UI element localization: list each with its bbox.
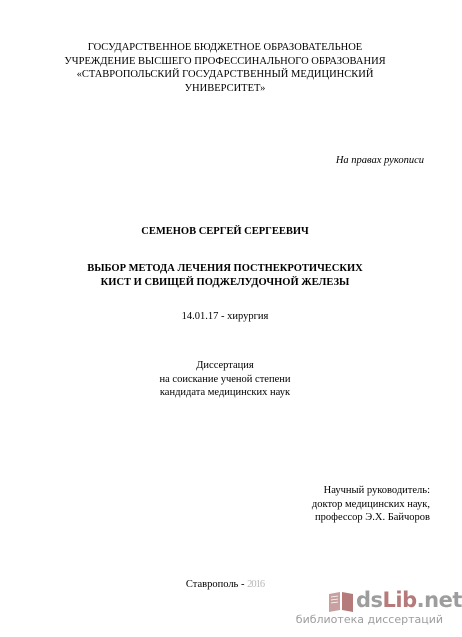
specialty-code: 14.01.17 - хирургия [181,311,269,322]
logo-prefix: ds [356,588,383,612]
year-obscured: 2016 [247,579,265,590]
supervisor-line: доктор медицинских наук, [311,498,430,510]
institution-line: УЧРЕЖДЕНИЕ ВЫСШЕГО ПРОФЕССИНАЛЬНОГО ОБРАЗОВАНИЯ [64,55,386,67]
book-icon [327,590,355,612]
title-line: ВЫБОР МЕТОДА ЛЕЧЕНИЯ ПОСТНЕКРОТИЧЕСКИХ [87,263,363,274]
supervisor-line: профессор Э.Х. Байчоров [315,512,430,523]
supervisor-block [270,484,430,525]
rights-note: На правах рукописи [335,155,424,166]
institution-header [0,41,450,95]
author-name: СЕМЕНОВ СЕРГЕЙ СЕРГЕЕВИЧ [141,226,309,237]
dslib-watermark[interactable] [273,588,462,634]
supervisor-line: Научный руководитель: [323,485,430,496]
watermark-subtitle: библиотека диссертаций [295,613,443,626]
logo-lib: Lib [382,588,417,612]
degree-line: кандидата медицинских наук [159,387,291,398]
institution-line: «СТАВРОПОЛЬСКИЙ ГОСУДАРСТВЕННЫЙ МЕДИЦИНСКИЙ [76,69,374,80]
watermark-logo [356,588,462,612]
institution-line: УНИВЕРСИТЕТ» [184,82,266,94]
dissertation-title [0,262,450,290]
logo-suffix: .net [416,588,462,612]
title-line: КИСТ И СВИЩЕЙ ПОДЖЕЛУДОЧНОЙ ЖЕЛЕЗЫ [100,277,350,288]
degree-statement [0,359,450,400]
degree-line: на соискание ученой степени [159,373,291,385]
degree-line: Диссертация [196,360,254,371]
institution-line: ГОСУДАРСТВЕННОЕ БЮДЖЕТНОЕ ОБРАЗОВАТЕЛЬНОЕ [87,42,363,53]
city-text: Ставрополь - [185,579,248,590]
